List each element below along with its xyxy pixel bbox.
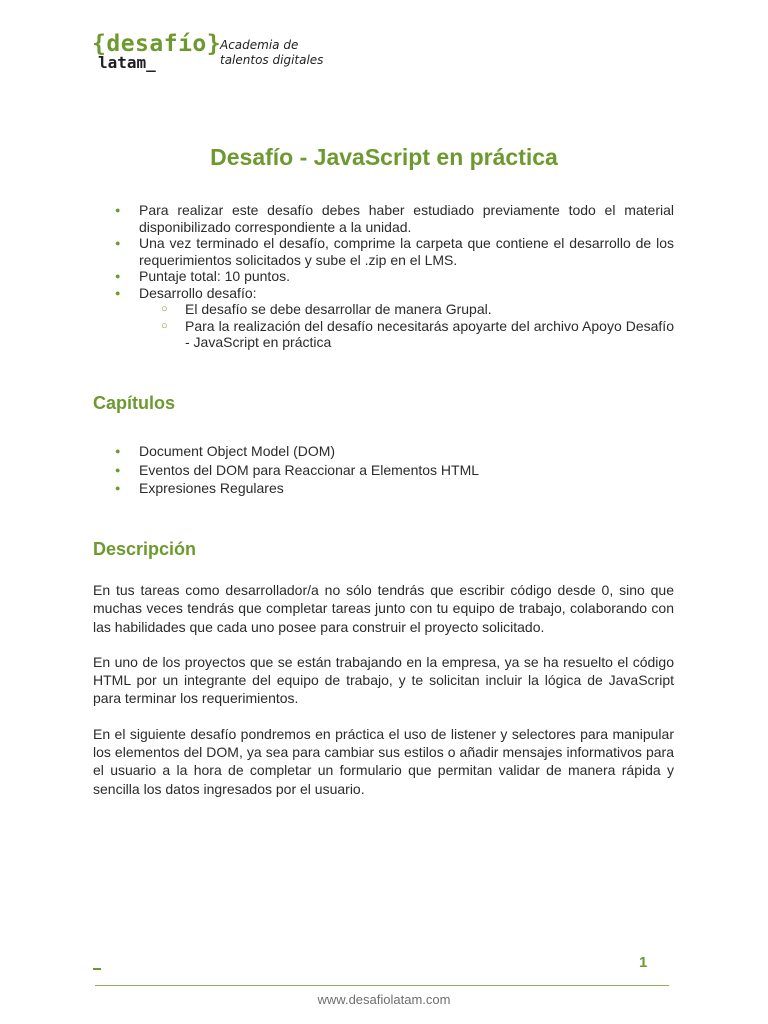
description-paragraph: En uno de los proyectos que se están trabajando en la empresa, ya se ha resuelto el código HTML por un integrante del equipo de trabajo, y te solicitan incluir la lógica de JavaScript para terminar los requerimientos. xyxy=(93,653,674,707)
chapters-list xyxy=(93,442,674,498)
chapters-heading: Capítulos xyxy=(93,393,176,413)
intro-section xyxy=(93,202,674,351)
sub-list-item: ○ El desafío se debe desarrollar de manera Grupal. xyxy=(139,301,674,318)
chapters-section xyxy=(93,442,674,498)
list-item: ● Para realizar este desafío debes haber estudiado previamente todo el material disponibilizado correspondiente a la unidad. xyxy=(93,202,674,235)
list-item: ● Puntaje total: 10 puntos. xyxy=(93,268,674,285)
logo-tagline xyxy=(220,38,323,68)
page-number: 1 xyxy=(639,954,648,971)
intro-list xyxy=(93,202,674,351)
header xyxy=(92,30,392,74)
sub-list xyxy=(139,301,674,351)
list-item: ● Expresiones Regulares xyxy=(93,479,674,498)
description-section xyxy=(93,581,674,815)
footer-dash xyxy=(93,968,101,970)
description-paragraph: En el siguiente desafío pondremos en práctica el uso de listener y selectores para manipular los elementos del DOM, ya sea para cambiar sus estilos o añadir mensajes informativos para el usuario a la hora de completar un formulario que permitan validar de manera rápida y sencilla los datos ingresados por el usuario. xyxy=(93,725,674,797)
sub-list-item: ○ Para la realización del desafío necesitarás apoyarte del archivo Apoyo Desafío - JavaScript en práctica xyxy=(139,318,674,351)
description-paragraph: En tus tareas como desarrollador/a no sólo tendrás que escribir código desde 0, sino que muchas veces tendrás que completar tareas junto con tu equipo de trabajo, colaborando con las habilidades que cada uno posee para construir el proyecto solicitado. xyxy=(93,582,674,635)
tagline-line-1: Academia de xyxy=(220,38,299,52)
page-title: Desafío - JavaScript en práctica xyxy=(210,144,558,170)
tagline-line-2: talentos digitales xyxy=(220,53,324,67)
logo-wordmark: {desafío} xyxy=(92,31,222,57)
list-item: ● Una vez terminado el desafío, comprime la carpeta que contiene el desarrollo de los requerimientos solicitados y sube el .zip en el LMS. xyxy=(93,235,674,268)
list-item-label: Desarrollo desafío: xyxy=(139,284,257,301)
footer-url[interactable]: www.desafiolatam.com xyxy=(317,992,451,1007)
logo-subtitle: latam_ xyxy=(98,53,156,72)
list-item: ● Document Object Model (DOM) xyxy=(93,442,674,461)
footer-divider xyxy=(95,985,669,986)
list-item-development xyxy=(93,285,674,351)
description-heading: Descripción xyxy=(93,539,197,559)
list-item: ● Eventos del DOM para Reaccionar a Elementos HTML xyxy=(93,461,674,480)
